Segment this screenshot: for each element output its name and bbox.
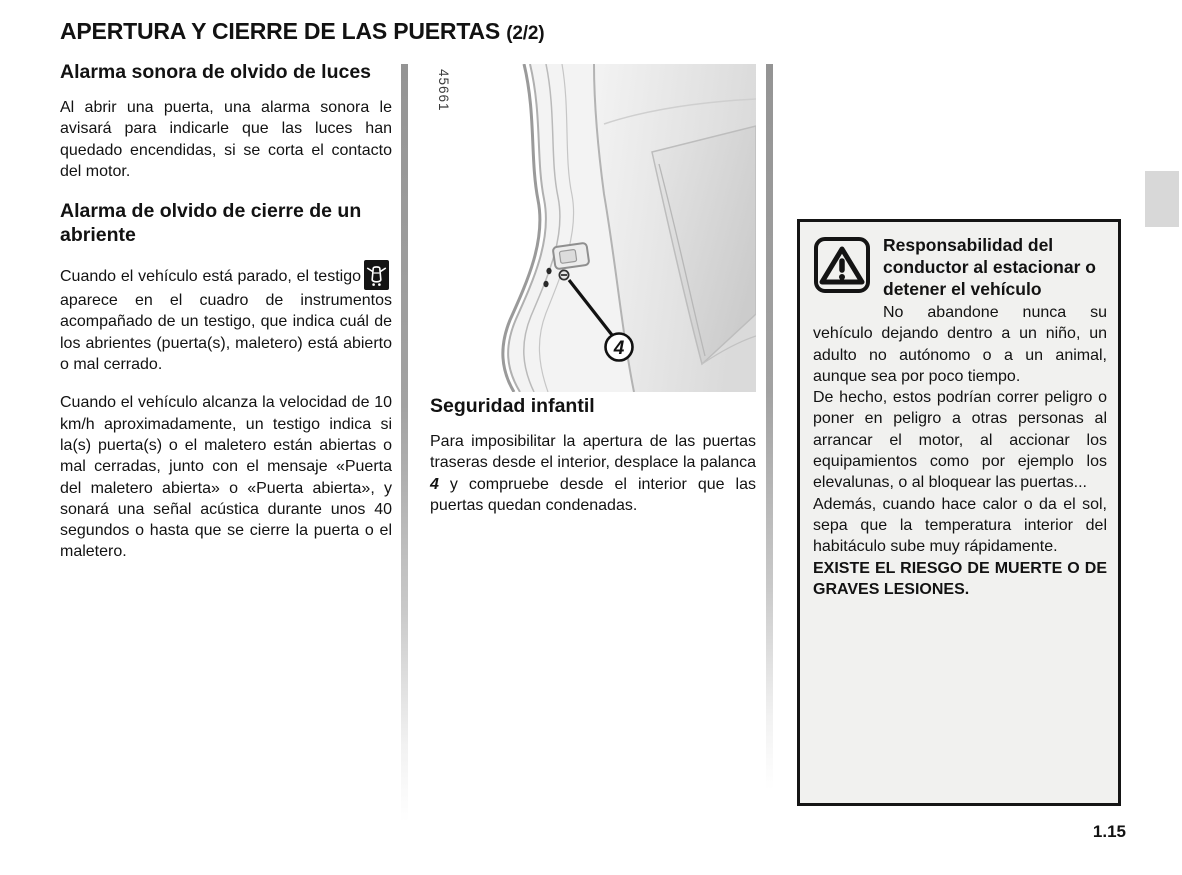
warning-triangle-icon (813, 236, 871, 294)
child-safety-text-after: y compruebe desde el interior que las puertas quedan condenadas. (430, 475, 756, 514)
section-heading-door-alarm: Alarma de olvido de cierre de un abriente (60, 200, 362, 247)
section-heading-child-safety: Seguridad infantil (430, 395, 595, 417)
page-title (60, 18, 544, 45)
figure-reference-number: 45661 (436, 69, 451, 112)
paragraph-light-alarm: Al abrir una puerta, una alarma sonora le avisará para indicarle que las luces han quedado encendidas, si se corta el contacto del motor. (60, 99, 392, 180)
paragraph-door-alarm-1-before: Cuando el vehículo está parado, el testigo (60, 268, 361, 286)
chapter-side-tab (1145, 171, 1179, 227)
center-column (430, 394, 756, 533)
page-title-suffix: (2/2) (506, 23, 545, 44)
child-safety-text-before: Para imposibilitar la apertura de las puertas traseras desde el interior, desplace la palanca (430, 433, 756, 472)
lever-reference: 4 (430, 475, 439, 493)
warning-paragraph-risk: EXISTE EL RIESGO DE MUERTE O DE GRAVES LESIONES. (813, 559, 1107, 598)
paragraph-door-alarm-1-after: aparece en el cuadro de instrumentos acompañado de un testigo, que indica cuál de los abrientes (puerta(s), maletero) está abierto o mal cerrado. (60, 292, 392, 374)
column-divider-left (401, 64, 408, 822)
driver-responsibility-warning-box (797, 219, 1121, 806)
door-open-warning-light-icon (364, 260, 389, 290)
left-column (60, 60, 392, 580)
warning-paragraph-1: No abandone nunca su vehículo dejando dentro a un niño, un adulto no autónomo o a un animal, aunque sea por poco tiempo. (813, 304, 1107, 385)
section-heading-light-alarm: Alarma sonora de olvido de luces (60, 61, 372, 83)
figure-callout-4: 4 (613, 338, 625, 359)
door-illustration-figure (430, 64, 756, 392)
warning-paragraph-2: De hecho, estos podrían correr peligro o poner en peligro a otras personas al arrancar el motor, al accionar los equipamientos como por ejemplo los elevalunas, o al bloquear las puertas... (813, 389, 1107, 492)
paragraph-door-alarm-1 (60, 260, 392, 375)
page-number: 1.15 (1092, 822, 1126, 841)
page-title-main: APERTURA Y CIERRE DE LAS PUERTAS (60, 18, 501, 44)
rear-door-child-lock-illustration (476, 64, 756, 392)
column-divider-right (766, 64, 773, 790)
warning-paragraph-3: Además, cuando hace calor o da el sol, sepa que la temperatura interior del habitáculo sube muy rápidamente. (813, 495, 1107, 556)
paragraph-door-alarm-2: Cuando el vehículo alcanza la velocidad de 10 km/h aproximadamente, un testigo indica si la(s) puerta(s) o el maletero están abiertas o mal cerradas, junto con el mensaje «Puerta del maletero abierta» o «Puerta abierta», y sonará una señal acústica durante unos 40 segundos o hasta que se cierre la puerta o el maletero. (60, 394, 392, 561)
paragraph-child-safety (430, 431, 756, 516)
warning-box-title: Responsabilidad del conductor al estacionar o detener el vehículo (883, 235, 1096, 299)
